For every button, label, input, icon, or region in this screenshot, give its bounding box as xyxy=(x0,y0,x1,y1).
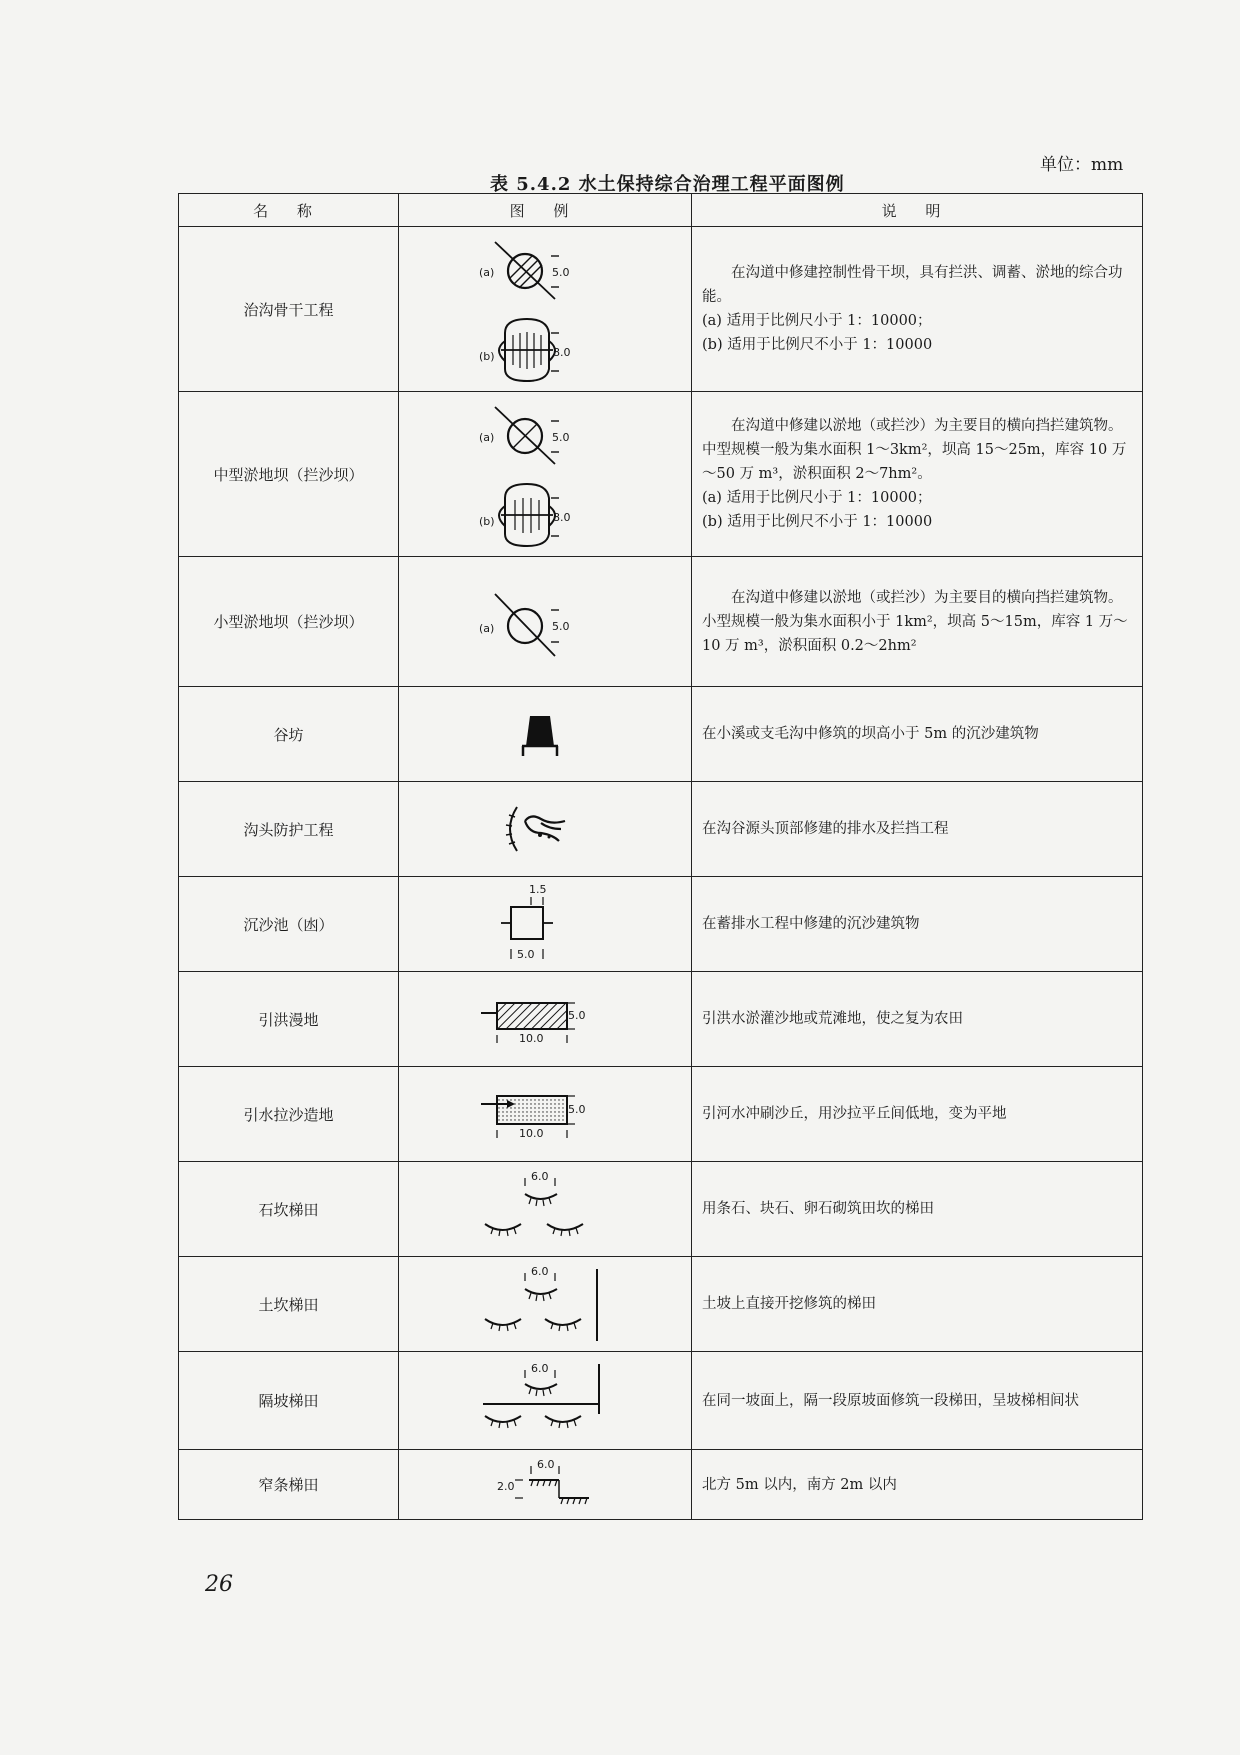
label-a: (a) xyxy=(479,266,495,279)
row-symbol xyxy=(399,687,692,782)
desc-line: 在小溪或支毛沟中修筑的坝高小于 5m 的沉沙建筑物 xyxy=(702,726,1039,742)
table-row xyxy=(179,1067,1143,1162)
legend-table xyxy=(178,193,1143,1520)
row-symbol xyxy=(399,1352,692,1450)
desc-line: 北方 5m 以内，南方 2m 以内 xyxy=(702,1476,897,1493)
row-name: 引水拉沙造地 xyxy=(179,1067,399,1162)
dim: 6.0 xyxy=(531,1265,549,1278)
gully-head-protection-icon xyxy=(445,789,645,869)
small-silt-dam-icon xyxy=(445,572,645,672)
col-header-desc: 说 明 xyxy=(692,194,1143,227)
dim-w: 10.0 xyxy=(519,1127,544,1140)
page-number: 26 xyxy=(205,1572,233,1597)
row-name: 隔坡梯田 xyxy=(179,1352,399,1450)
row-name: 中型淤地坝（拦沙坝） xyxy=(179,392,399,557)
dim-b: 8.0 xyxy=(553,511,571,524)
row-desc xyxy=(692,1257,1143,1352)
medium-silt-dam-icon xyxy=(445,394,645,554)
earth-terrace-icon xyxy=(445,1259,645,1349)
row-desc xyxy=(692,1450,1143,1520)
check-dam-icon xyxy=(445,694,645,774)
label-a: (a) xyxy=(479,621,495,635)
desc-line: (a) 适用于比例尺小于 1：10000； xyxy=(702,490,932,506)
desc-line: 在沟道中修建控制性骨干坝，具有拦洪、调蓄、淤地的综合功能。 xyxy=(702,265,1123,305)
table-row xyxy=(179,1450,1143,1520)
dim-bottom: 5.0 xyxy=(517,948,535,961)
dim-w: 10.0 xyxy=(519,1032,544,1045)
desc-line: 土坡上直接开挖修筑的梯田 xyxy=(702,1296,876,1312)
row-desc xyxy=(692,1067,1143,1162)
unit-label: 单位：mm xyxy=(1040,155,1124,175)
desc-line: 在沟谷源头顶部修建的排水及拦挡工程 xyxy=(702,821,949,837)
row-symbol xyxy=(399,972,692,1067)
row-desc xyxy=(692,972,1143,1067)
label-b: (b) xyxy=(479,515,495,528)
dim-b: 8.0 xyxy=(553,346,571,359)
desc-line: (a) 适用于比例尺小于 1：10000； xyxy=(702,313,932,329)
row-symbol xyxy=(399,877,692,972)
narrow-strip-terrace-icon xyxy=(445,1454,645,1516)
dim-a: 5.0 xyxy=(552,431,570,444)
dim: 6.0 xyxy=(537,1457,555,1471)
separated-slope-terrace-icon xyxy=(445,1356,645,1446)
table-row xyxy=(179,1352,1143,1450)
dim-h: 5.0 xyxy=(568,1103,586,1116)
table-title: 表 5.4.2 水土保持综合治理工程平面图例 xyxy=(490,174,845,195)
table-row xyxy=(179,557,1143,687)
row-symbol xyxy=(399,782,692,877)
table-row xyxy=(179,687,1143,782)
backbone-dam-icon xyxy=(445,229,645,389)
row-name: 治沟骨干工程 xyxy=(179,227,399,392)
stone-terrace-icon xyxy=(445,1164,645,1254)
row-desc xyxy=(692,1352,1143,1450)
col-header-symbol: 图 例 xyxy=(399,194,692,227)
row-symbol xyxy=(399,1257,692,1352)
row-symbol xyxy=(399,392,692,557)
row-desc xyxy=(692,1162,1143,1257)
sedimentation-pond-icon xyxy=(445,879,645,969)
row-desc xyxy=(692,782,1143,877)
row-name: 沉沙池（凼） xyxy=(179,877,399,972)
row-name: 窄条梯田 xyxy=(179,1450,399,1520)
row-desc xyxy=(692,557,1143,687)
row-name: 引洪漫地 xyxy=(179,972,399,1067)
desc-line: 引洪水淤灌沙地或荒滩地，使之复为农田 xyxy=(702,1011,963,1027)
table-row xyxy=(179,972,1143,1067)
row-symbol xyxy=(399,1450,692,1520)
row-symbol xyxy=(399,227,692,392)
desc-line: 在沟道中修建以淤地（或拦沙）为主要目的横向挡拦建筑物。中型规模一般为集水面积 1～3km²，坝高 15～25m，库容 10 万～50 万 m³，淤积面积 2～7hm²。 xyxy=(702,418,1127,482)
row-name: 石坎梯田 xyxy=(179,1162,399,1257)
col-header-name: 名 称 xyxy=(179,194,399,227)
desc-line: 引河水冲刷沙丘，用沙拉平丘间低地，变为平地 xyxy=(702,1106,1007,1122)
dim-a: 5.0 xyxy=(552,619,570,633)
desc-line: 在同一坡面上，隔一段原坡面修筑一段梯田，呈坡梯相间状 xyxy=(702,1392,1079,1409)
desc-line: 在沟道中修建以淤地（或拦沙）为主要目的横向挡拦建筑物。小型规模一般为集水面积小于 1km²，坝高 5～15m，库容 1 万～10 万 m³，淤积面积 0.2～2hm² xyxy=(702,589,1128,654)
desc-line: (b) 适用于比例尺不小于 1：10000 xyxy=(702,337,933,353)
label-b: (b) xyxy=(479,350,495,363)
row-desc xyxy=(692,392,1143,557)
dim-left: 2.0 xyxy=(497,1479,515,1493)
table-header-row xyxy=(179,194,1143,227)
desc-line: 在蓄排水工程中修建的沉沙建筑物 xyxy=(702,916,920,932)
row-desc xyxy=(692,687,1143,782)
table-row xyxy=(179,1162,1143,1257)
dim-h: 5.0 xyxy=(568,1009,586,1022)
dim-top: 1.5 xyxy=(529,883,547,896)
table-row xyxy=(179,1257,1143,1352)
table-row xyxy=(179,877,1143,972)
desc-line: (b) 适用于比例尺不小于 1：10000 xyxy=(702,514,933,530)
dim: 6.0 xyxy=(531,1170,549,1183)
row-symbol xyxy=(399,557,692,687)
row-name: 土坎梯田 xyxy=(179,1257,399,1352)
row-symbol xyxy=(399,1162,692,1257)
sand-flushing-icon xyxy=(445,1074,645,1154)
row-name: 沟头防护工程 xyxy=(179,782,399,877)
row-symbol xyxy=(399,1067,692,1162)
desc-line: 用条石、块石、卵石砌筑田坎的梯田 xyxy=(702,1201,934,1217)
dim: 6.0 xyxy=(531,1361,549,1375)
table-row xyxy=(179,227,1143,392)
table-row xyxy=(179,782,1143,877)
row-desc xyxy=(692,877,1143,972)
flood-irrigation-icon xyxy=(445,979,645,1059)
dim-a: 5.0 xyxy=(552,266,570,279)
row-name: 谷坊 xyxy=(179,687,399,782)
row-desc xyxy=(692,227,1143,392)
table-row xyxy=(179,392,1143,557)
label-a: (a) xyxy=(479,431,495,444)
row-name: 小型淤地坝（拦沙坝） xyxy=(179,557,399,687)
